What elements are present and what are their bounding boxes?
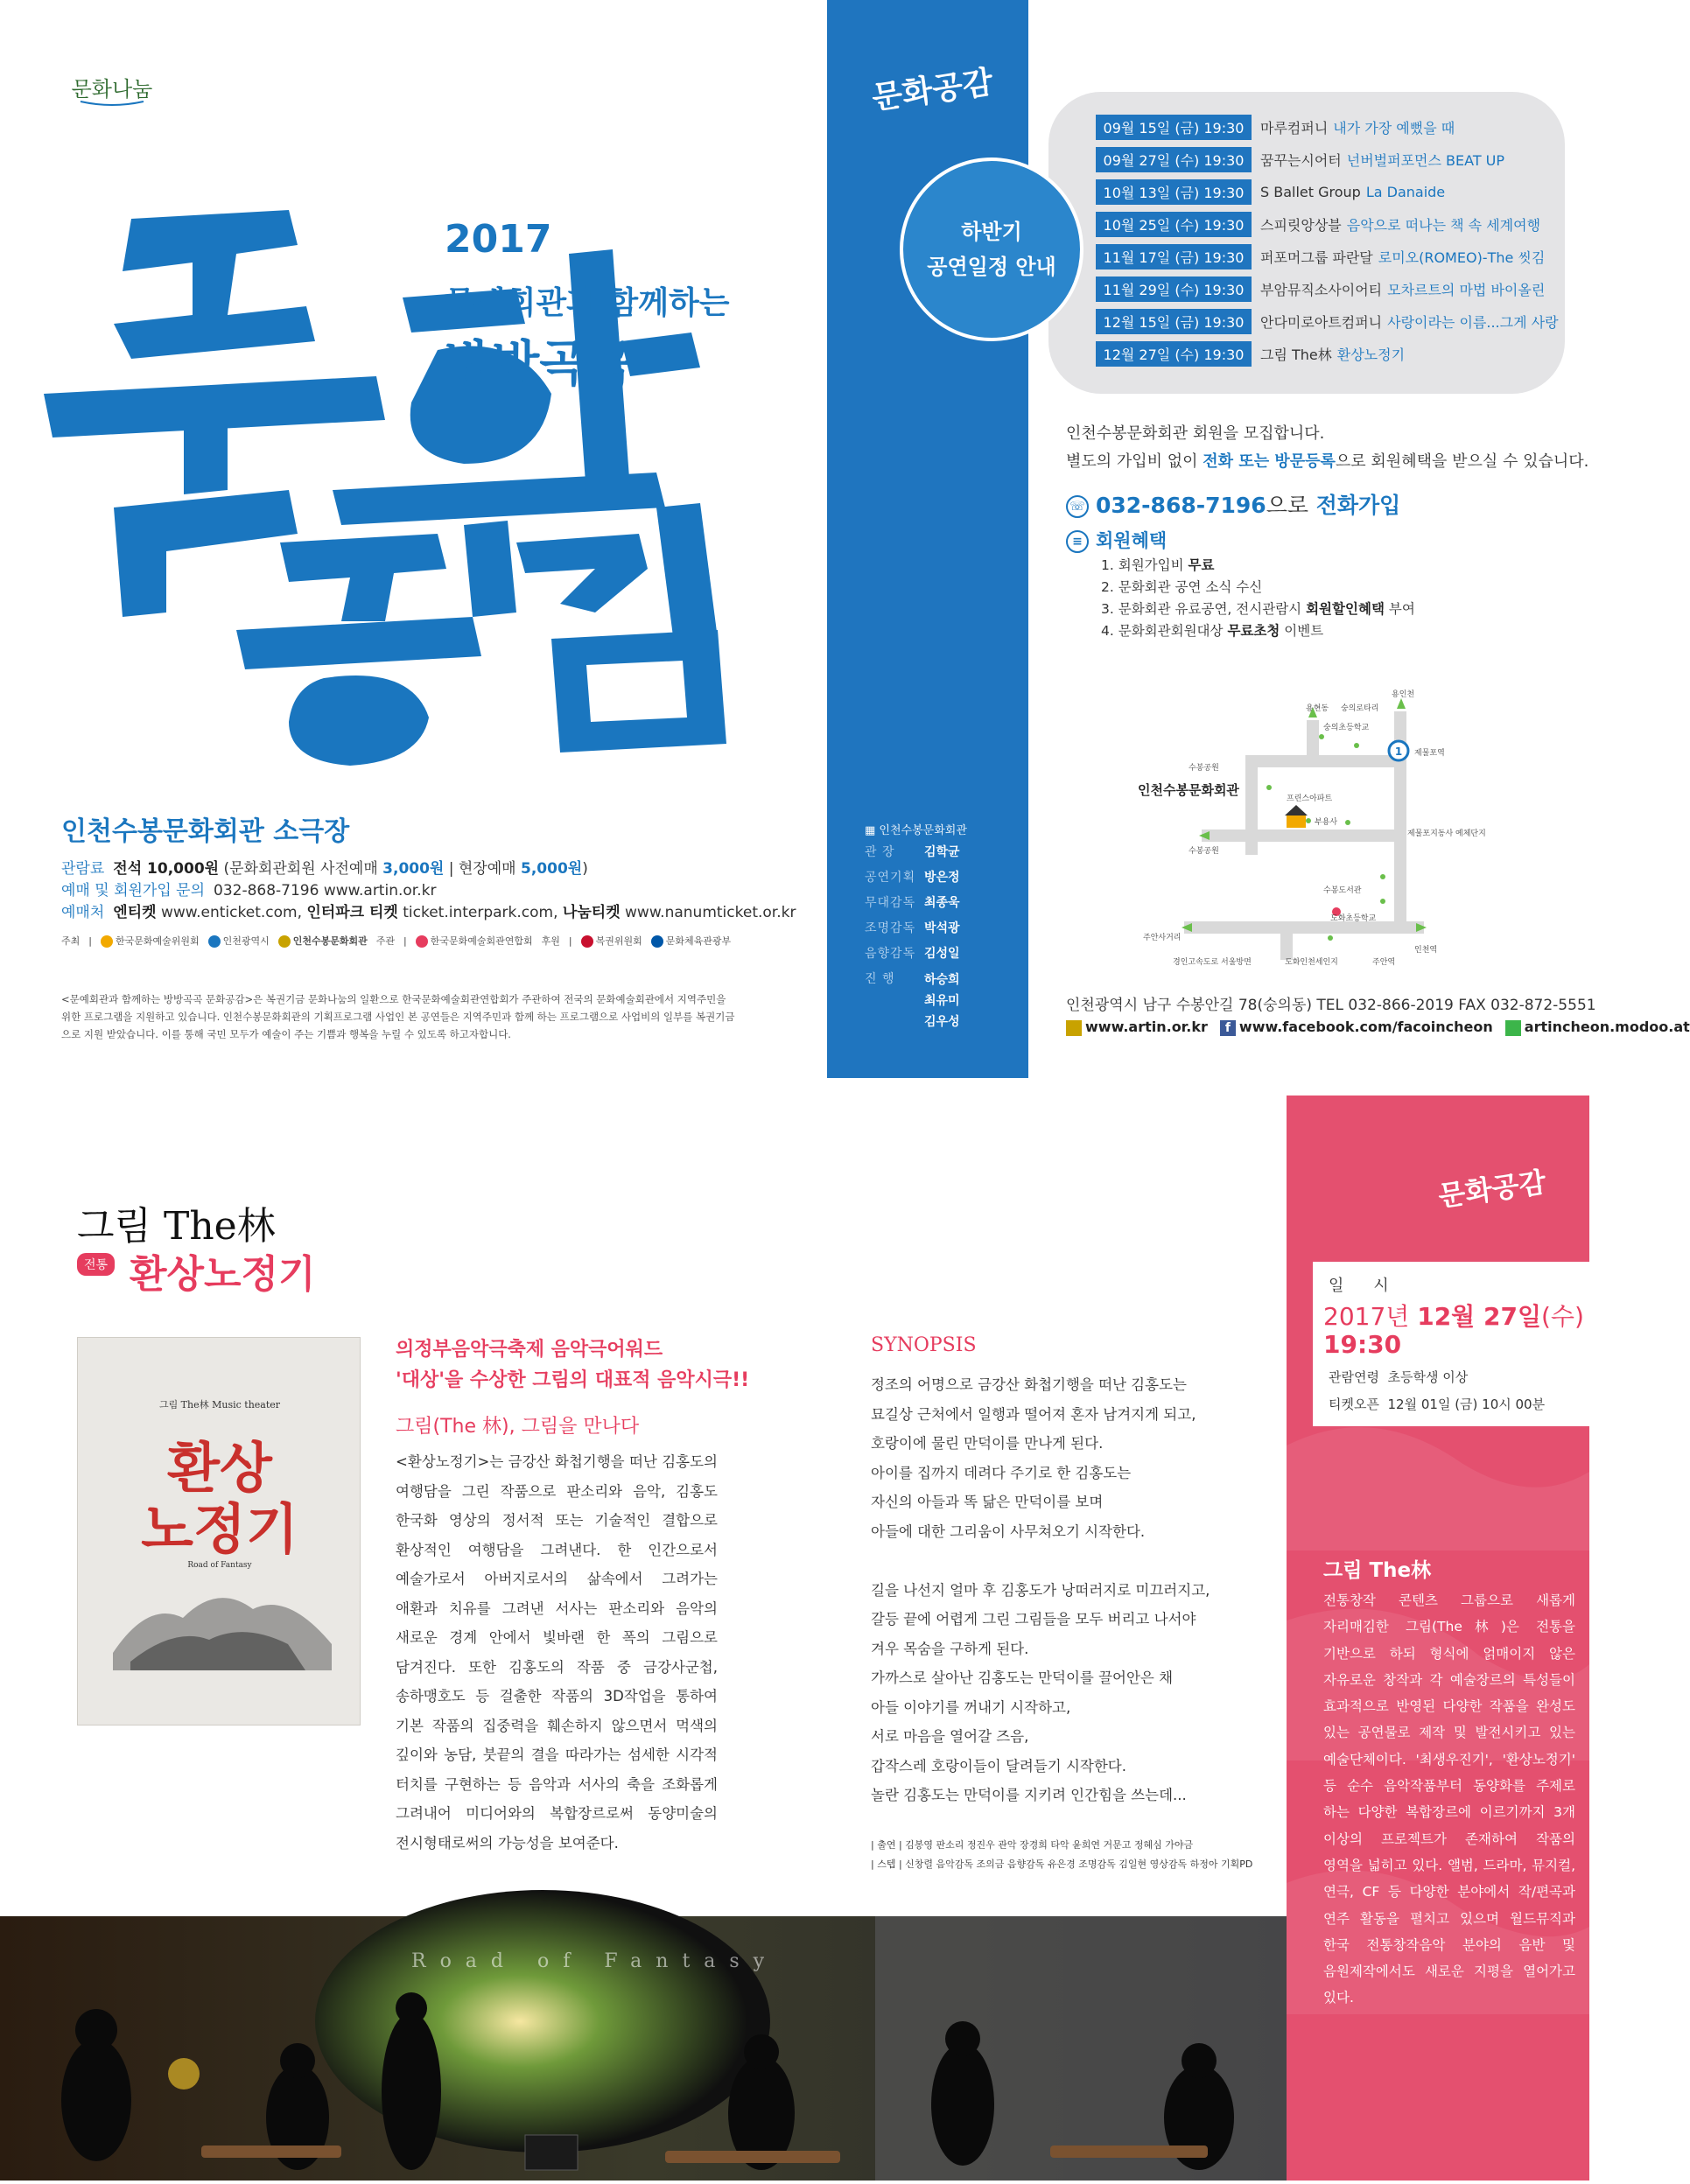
svg-text:1: 1: [1394, 746, 1403, 758]
sponsor-incheon: [208, 934, 270, 948]
inquiry-text[interactable]: 032-868-7196 www.artin.or.kr: [214, 882, 437, 900]
staff-row: [865, 840, 1022, 865]
links-row: [1066, 1018, 1690, 1036]
subtitle: 문예회관과 함께하는: [445, 285, 730, 321]
benefit-bold: 무료초청: [1227, 623, 1280, 639]
schedule-item: [1096, 273, 1568, 305]
site-url[interactable]: www.artin.or.kr: [1085, 1018, 1208, 1035]
schedule-company: 그림 The林: [1260, 346, 1332, 363]
map-label: 용현동: [1306, 704, 1329, 713]
benefit-item: [1101, 577, 1415, 598]
benefit-text: 3. 문화회관 유료공연, 전시관람시: [1101, 601, 1307, 617]
staff-names: 최종욱: [924, 896, 960, 910]
schedule-date: 09월 15일 (금) 19:30: [1096, 115, 1252, 140]
credits-staff: | 스텝 | 신창렬 음악감독 조의금 음향감독 유은경 조명감독 김일현 영상감독 하정아 기획PD: [871, 1858, 1253, 1870]
ticket-vendor-nanum: 나눔티켓: [562, 904, 621, 921]
host-label: 주최: [61, 935, 81, 947]
performance-photo: [0, 1916, 1287, 2180]
kocaca-logo-icon: [416, 935, 428, 948]
badge-line-1: 하반기: [961, 220, 1022, 244]
benefit-bold: 회원할인혜택: [1306, 601, 1385, 617]
site-logo-icon: [1066, 1020, 1082, 1036]
intro-body: <환상노정기>는 금강산 화첩기행을 떠난 김홍도의 여행담을 그린 작품으로 판소리와 음악, 김홍도 한국화 영상의 정서적 또는 기술적인 결합으로 환상적인 여행담을 그려낸다. 한 인간으로서 예술가로서 아버지로서의 삶속에서 그려가는 애환과 치유를 그려낸 서사는 판소리와 음악의 새로운 경계 안에서 빛바랜 한 폭의 그림으로 담겨진다. 또한 김홍도의 작품 중 금강사군첩, 송하맹호도 등 걸출한 작품의 3D작업을 통하여 기본 작품의 집중력을 훼손하지 않으면서 먹색의 깊이와 농담, 붓끝의 결을 따라가는 섬세한 시각적 터치를 구현하는 등 음악과 서사의 축을 조화롭게 그려내어 미디어와의 복합장르로써 동양미술의 전시형태로써의 가능성을 보여준다.: [396, 1453, 718, 1852]
group-profile-body: 전통창작 콘텐츠 그룹으로 새롭게 자리매김한 그림(The林)은 전통을 기반으로 하되 형식에 얽매이지 않은 자유로운 창작과 각 예술장르의 특성들이 효과적으로 반영된 다양한 작품을 완성도 있는 공연물로 제작 및 발전시키고 있는 예술단체이다. '최생우진기', '환상노정기' 등 순수 음악작품부터 동양화를 주제로 하는 다양한 복합장르에 이르기까지 3개 이상의 프로젝트가 존재하여 작품의 영역을 넓히고 있다. 앨범, 드라마, 뮤지컬, 연극, CF 등 다양한 분야에서 작/편곡과 연주 활동을 펼치고 있으며 월드뮤직과 한국 전통창작음악 분야의 음반 및 음원제작에서도 새로운 지평을 열어가고 있다.: [1323, 1592, 1575, 2006]
organizer-label: 주관: [375, 935, 396, 947]
age-limit: [1329, 1368, 1468, 1386]
band-org-label: ▦ 인천수봉문화회관: [865, 824, 967, 837]
ticket-open-value: 12월 01일 (금) 10시 00분: [1387, 1396, 1546, 1412]
schedule-item: [1096, 208, 1568, 241]
sponsor-kocaca: [416, 934, 533, 948]
schedule-badge: [900, 158, 1083, 341]
staff-role: 관 장: [865, 845, 895, 859]
site-link[interactable]: [1066, 1018, 1208, 1036]
synopsis-body: 정조의 어명으로 금강산 화첩기행을 떠난 김홍도는 묘길상 근처에서 일행과 떨어져 혼자 남겨지게 되고, 호랑이에 물린 만덕이를 만나게 된다. 아이를 집까지 데려다 주기로 한 김홍도는 자신의 아들과 똑 닮은 만덕이를 보며 아들에 대한 그리움이 사무쳐오기 시작한다. 길을 나선지 얼마 후 김홍도가 낭떠러지로 미끄러지고, 갈등 끝에 어렵게 그린 그림들을 모두 버리고 나서야 겨우 목숨을 구하게 된다. 가까스로 살아난 김홍도는 만덕이를 끌어안은 채 아들 이야기를 꺼내기 시작하고, 서로 마음을 열어갈 즈음, 갑작스레 호랑이들이 달려들기 시작한다. 놀란 김홍도는 만덕이를 지키려 인간힘을 쓰는데...: [871, 1376, 1210, 1803]
map-label: 제물포지동사 예체단지: [1407, 830, 1486, 838]
sponsor-name: 한국문화예술위원회: [115, 935, 200, 947]
photo-caption: Road of Fantasy: [411, 1950, 779, 1972]
admission-info: [61, 856, 588, 878]
map-label: 숭의로타리: [1341, 704, 1379, 713]
map-label: 프린스아파트: [1287, 794, 1333, 803]
schedule-title: 모차르트의 마법 바이올린: [1387, 282, 1546, 298]
map-label: 인천역: [1414, 946, 1438, 955]
schedule-company: 안다미로아트컴퍼니: [1260, 314, 1383, 331]
staff-row: [865, 967, 1022, 1032]
membership-line-2a: 별도의 가입비 없이: [1066, 452, 1203, 471]
badge-line-2: 공연일정 안내: [927, 255, 1056, 279]
staff-row: [865, 942, 1022, 967]
ticket-vendor-enticket: 엔티켓: [113, 904, 157, 921]
support-label: 후원: [541, 935, 560, 947]
schedule-company: 스피릿앙상블: [1260, 217, 1342, 234]
location-map: [1138, 690, 1486, 971]
event-weekday: (수): [1541, 1302, 1584, 1331]
staff-role: 진 행: [865, 972, 895, 986]
schedule-date: 10월 13일 (금) 19:30: [1096, 179, 1252, 205]
schedule-date: 10월 25일 (수) 19:30: [1096, 212, 1252, 237]
poster-title-1: 환상: [167, 1436, 272, 1500]
credits: [871, 1836, 1291, 1874]
ticketing-label: 예매처: [61, 904, 105, 921]
schedule-title: La Danaide: [1365, 184, 1446, 200]
schedule-item: [1096, 338, 1568, 370]
main-title: 방방곡곡: [445, 336, 635, 393]
schedule-date: 11월 29일 (수) 19:30: [1096, 276, 1252, 302]
benefit-tail: 이벤트: [1280, 623, 1324, 639]
benefit-text: 4. 문화회관회원대상: [1101, 623, 1228, 639]
map-label: 수봉공원: [1189, 764, 1219, 773]
staff-names: 박석광: [924, 921, 960, 935]
admission-note-3: ): [582, 860, 588, 878]
map-label: 수봉공원: [1189, 847, 1219, 856]
map-label: 경인고속도로 서울방면: [1173, 958, 1252, 967]
benefit-item: [1101, 598, 1415, 620]
staff-role: 음향감독: [865, 947, 916, 961]
staff-list: [865, 840, 1022, 1032]
event-date: [1323, 1298, 1584, 1333]
event-time: 19:30: [1323, 1330, 1402, 1359]
schedule-company: 퍼포머그룹 파란달: [1260, 249, 1373, 266]
award-line-2: '대상'을 수상한 그림의 대표적 음악시극!!: [396, 1369, 750, 1391]
membership-intro: [1066, 420, 1588, 476]
schedule-item: [1096, 305, 1568, 338]
map-label: 제물포역: [1414, 749, 1445, 758]
inquiry-label: 예매 및 회원가입 문의: [61, 882, 206, 900]
modoo-icon: [1505, 1020, 1521, 1036]
intro-heading: 그림(The 林), 그림을 만나다: [396, 1416, 640, 1438]
phone-number[interactable]: 032-868-7196: [1096, 493, 1266, 518]
synopsis-heading: SYNOPSIS: [871, 1334, 977, 1356]
benefit-bold: 무료: [1188, 557, 1215, 573]
map-label: 주안사거리: [1143, 934, 1182, 942]
poster-brand: 그림 The林 Music theater: [158, 1399, 281, 1410]
sponsor-arko: [101, 934, 200, 948]
schedule-title: 사랑이라는 이름...그게 사랑: [1387, 314, 1559, 331]
genre-tag: 전통: [77, 1253, 115, 1276]
membership-line-2c: 으로 회원혜택을 받으실 수 있습니다.: [1335, 452, 1589, 471]
benefit-title-text: 회원혜택: [1096, 530, 1168, 551]
sponsor-name: 한국문화예술회관연합회: [430, 935, 533, 947]
schedule-date: 12월 15일 (금) 19:30: [1096, 309, 1252, 334]
age-label: 관람연령: [1329, 1369, 1379, 1385]
ticketing-info: [61, 900, 796, 921]
pink-logo-text: 문화공감: [1435, 1165, 1548, 1214]
map-venue-label: 인천수봉문화회관: [1138, 782, 1239, 798]
map-label: 숭의초등학교: [1323, 724, 1370, 732]
staff-names: 방은정: [924, 871, 960, 885]
benefit-list: [1101, 555, 1415, 642]
band-org-name: 인천수봉문화회관: [879, 824, 967, 837]
schedule-company: 마루컴퍼니: [1260, 120, 1329, 136]
staff-role: 공연기획: [865, 871, 916, 885]
schedule-item: [1096, 144, 1568, 176]
membership-line-2: [1066, 448, 1588, 476]
sponsor-lottery: [581, 934, 642, 948]
facebook-url[interactable]: www.facebook.com/facoincheon: [1238, 1018, 1493, 1035]
admission-note: (문화회관회원 사전예매: [223, 860, 383, 878]
schedule-company: 꿈꾸는시어터: [1260, 152, 1342, 169]
schedule-date: 12월 27일 (수) 19:30: [1096, 341, 1252, 367]
schedule-title: 환상노정기: [1336, 346, 1406, 363]
benefit-text: 1. 회원가입비: [1101, 557, 1189, 573]
credits-cast: | 출연 | 김봉영 판소리 정진우 관악 장경희 타악 윤희연 거문고 정혜심 가야금: [871, 1839, 1194, 1851]
address: 인천광역시 남구 수봉안길 78(숭의동) TEL 032-866-2019 FAX 032-872-5551: [1066, 997, 1596, 1014]
benefit-text: 2. 문화회관 공연 소식 수신: [1101, 579, 1263, 595]
pink-panel-logo: [1418, 1138, 1567, 1234]
arko-logo-icon: [101, 935, 113, 948]
admission-note-2: | 현장예매: [444, 860, 521, 878]
event-year: 2017년: [1323, 1302, 1418, 1331]
performance-poster: [77, 1337, 361, 1726]
admission-price: 전석 10,000원: [113, 860, 220, 878]
event-day: 12월 27일: [1417, 1302, 1541, 1331]
sponsor-row: 주최 | 한국문화예술위원회 인천광역시 인천수봉문화회관 주관 | 한국문화예술회관연합회 후원 | 복권위원회 문화체육관광부: [61, 934, 732, 947]
band-logo: [866, 26, 998, 140]
mcst-logo-icon: [651, 935, 663, 948]
schedule-item: [1096, 111, 1568, 144]
ticket-vendor-interpark: 인터파크 티켓: [306, 904, 398, 921]
phone-icon: ☏: [1066, 495, 1089, 518]
performance-title: 환상노정기: [130, 1252, 316, 1297]
calligraphy-text: 문화공감: [26, 201, 30, 202]
schedule-title: 넌버벌퍼포먼스 BEAT UP: [1346, 152, 1505, 169]
staff-role: 무대감독: [865, 896, 916, 910]
sponsor-name: 인천광역시: [222, 935, 270, 947]
ticket-open: [1329, 1395, 1545, 1413]
sponsor-mcst: [651, 934, 731, 948]
staff-row: [865, 891, 1022, 916]
sponsor-subong: [278, 934, 368, 948]
award-line-1: 의정부음악극축제 음악극어워드: [396, 1339, 663, 1361]
onsite-price: 5,000원: [521, 860, 583, 878]
schedule-company: 부암뮤직소사이어티: [1260, 282, 1383, 298]
lottery-logo-icon: [581, 935, 593, 948]
poster-en-title: Road of Fantasy: [187, 1561, 252, 1570]
interpark-link[interactable]: ticket.interpark.com,: [397, 904, 558, 921]
modoo-url[interactable]: artincheon.modoo.at: [1524, 1018, 1690, 1035]
program-description: <문예회관과 함께하는 방방곡곡 문화공감>은 복권기금 문화나눔의 일환으로 한국문화예술회관연합회가 주관하여 전국의 문화예술회관에서 지역주민을 위한 프로그램을 지원하고 있습니다. 인천수봉문화회관의 기획프로그램 사업인 본 공연들은 지역주민과 함께 하는 프로그램으로 사업비의 일부를 복권기금으로 지원 받았습니다. 이를 통해 국민 모두가 예술이 주는 기쁨과 행복을 누릴 수 있도록 하고자합니다.: [61, 993, 735, 1040]
datetime-label: 일시: [1329, 1277, 1419, 1295]
phone-tail: 전화가입: [1308, 493, 1401, 518]
phone-signup: [1066, 488, 1400, 520]
schedule-date: 11월 17일 (금) 19:30: [1096, 244, 1252, 270]
schedule-item: [1096, 241, 1568, 273]
nanum-link[interactable]: www.nanumticket.or.kr: [620, 904, 796, 921]
benefit-tail: 부여: [1384, 601, 1415, 617]
sponsor-name: 문화체육관광부: [665, 935, 732, 947]
group-profile-heading: 그림 The林: [1323, 1559, 1432, 1582]
ticket-open-label: 티켓오픈: [1329, 1396, 1379, 1412]
schedule-title: 내가 가장 예뻤을 때: [1333, 120, 1455, 136]
inquiry-info: [61, 878, 436, 900]
map-label: 도화초등학교: [1330, 914, 1377, 923]
small-logo-text: 문화나눔: [71, 77, 153, 102]
staff-role: 조명감독: [865, 921, 916, 935]
modoo-link[interactable]: [1505, 1018, 1690, 1036]
benefit-item: [1101, 620, 1415, 642]
benefit-item: [1101, 555, 1415, 577]
list-icon: ≡: [1066, 530, 1089, 553]
staff-names: 하승희 최유미 김우성: [924, 973, 960, 1029]
membership-line-1: 인천수봉문화회관 회원을 모집합니다.: [1066, 424, 1325, 443]
venue-marker: [1285, 805, 1308, 828]
schedule-date: 09월 27일 (수) 19:30: [1096, 147, 1252, 172]
map-label: 부용사: [1315, 818, 1338, 827]
sponsor-name: 복권위원회: [595, 935, 642, 947]
age-value: 초등학생 이상: [1387, 1369, 1469, 1385]
map-label: 도화인천세인지: [1285, 958, 1338, 967]
staff-row: [865, 916, 1022, 942]
munhwa-nanum-logo: [68, 63, 156, 116]
map-label: 주안역: [1372, 958, 1396, 967]
subong-logo-icon: [278, 935, 291, 948]
year-label: 2017: [445, 217, 552, 262]
band-logo-text: 문화공감: [869, 63, 996, 117]
facebook-icon: f: [1220, 1020, 1236, 1036]
map-label: 용인천: [1392, 690, 1415, 699]
incheon-logo-icon: [208, 935, 221, 948]
poster-title-2: 노정기: [141, 1497, 298, 1561]
staff-row: [865, 865, 1022, 891]
company-name: 그림 The林: [77, 1204, 276, 1249]
schedule-list: [1096, 111, 1568, 370]
phone-mid: 으로: [1266, 493, 1309, 518]
venue-title: 인천수봉문화회관 소극장: [61, 816, 350, 847]
member-price: 3,000원: [382, 860, 445, 878]
facebook-link[interactable]: [1220, 1018, 1493, 1036]
staff-names: 김학균: [924, 845, 960, 859]
schedule-title: 음악으로 떠나는 책 속 세계여행: [1346, 217, 1541, 234]
schedule-company: S Ballet Group: [1260, 184, 1361, 200]
admission-label: 관람료: [61, 860, 105, 878]
sponsor-name: 인천수봉문화회관: [292, 935, 368, 947]
benefit-title: [1066, 527, 1167, 553]
schedule-title: 로미오(ROMEO)-The 씻김: [1378, 249, 1546, 266]
enticket-link[interactable]: www.enticket.com,: [156, 904, 302, 921]
staff-names: 김성일: [924, 947, 960, 961]
schedule-item: [1096, 176, 1568, 208]
map-label: 수봉도서관: [1323, 886, 1362, 895]
membership-line-2b: 전화 또는 방문등록: [1203, 452, 1336, 471]
